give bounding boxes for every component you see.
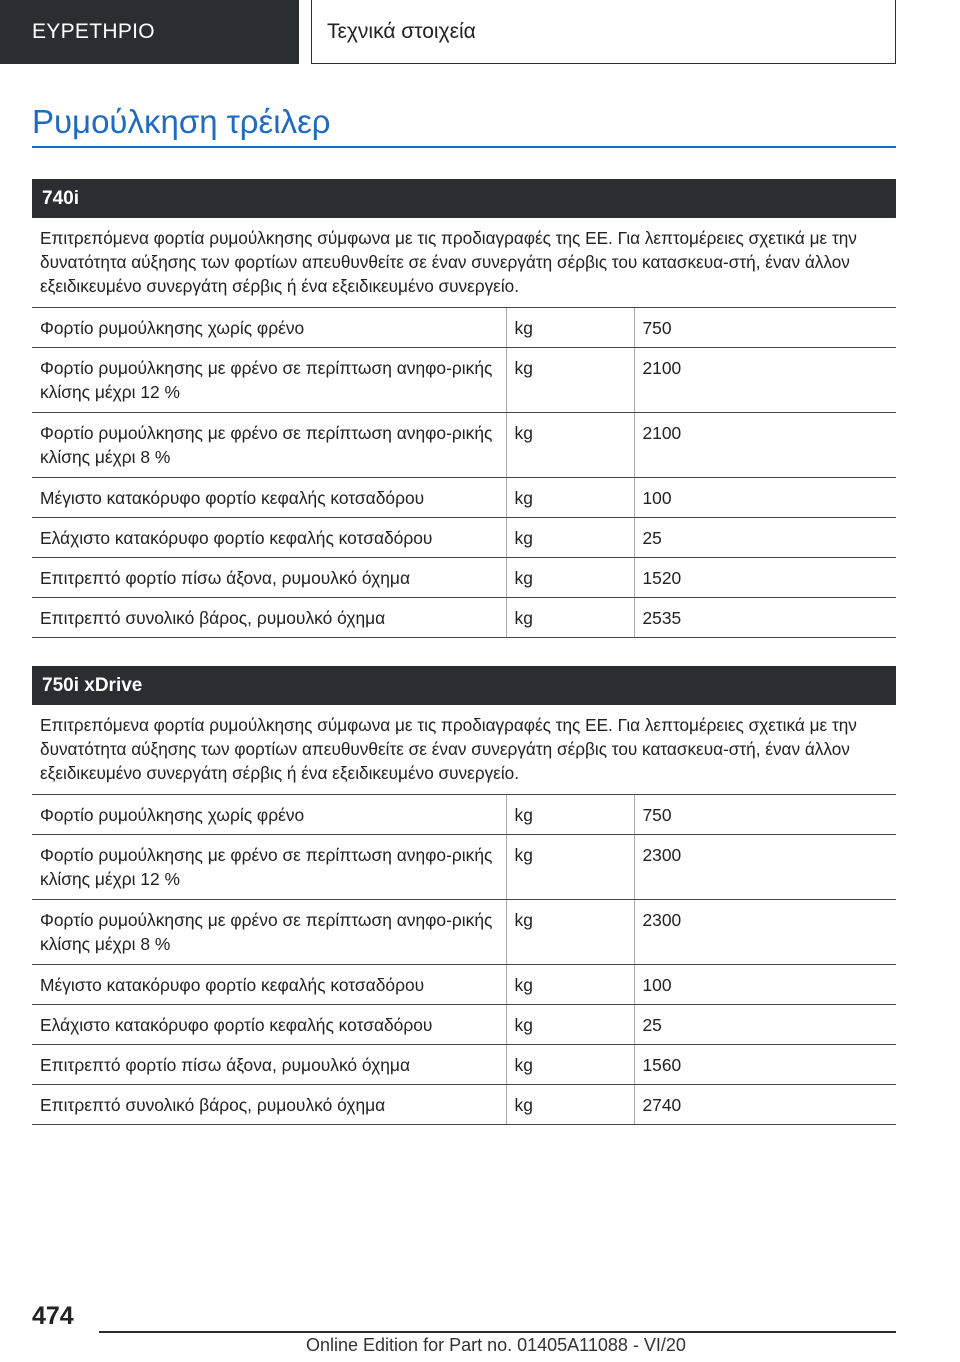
row-unit: kg: [506, 1045, 634, 1085]
table-row: [32, 413, 896, 478]
row-label: Μέγιστο κατακόρυφο φορτίο κεφαλής κοτσαδόρου: [32, 478, 506, 518]
table-row: [32, 1045, 896, 1085]
row-value: 2740: [634, 1085, 896, 1125]
row-value: 750: [634, 308, 896, 348]
table-row: [32, 795, 896, 835]
spec-table: [32, 308, 896, 638]
table-row: [32, 478, 896, 518]
row-label: Μέγιστο κατακόρυφο φορτίο κεφαλής κοτσαδόρου: [32, 965, 506, 1005]
row-unit: kg: [506, 413, 634, 478]
table-row: [32, 1085, 896, 1125]
row-value: 1560: [634, 1045, 896, 1085]
row-unit: kg: [506, 518, 634, 558]
row-value: 100: [634, 478, 896, 518]
row-label: Επιτρεπτό φορτίο πίσω άξονα, ρυμουλκό όχημα: [32, 1045, 506, 1085]
row-unit: kg: [506, 1085, 634, 1125]
index-tab[interactable]: ΕΥΡΕΤΗΡΙΟ: [0, 0, 299, 64]
row-label: Επιτρεπτό συνολικό βάρος, ρυμουλκό όχημα: [32, 1085, 506, 1125]
table-row: [32, 558, 896, 598]
table-row: [32, 348, 896, 413]
row-value: 25: [634, 1005, 896, 1045]
page-number: 474: [32, 1302, 74, 1330]
row-unit: kg: [506, 308, 634, 348]
table-row: [32, 598, 896, 638]
section-header: 740i: [32, 179, 896, 218]
title-divider: [32, 146, 896, 148]
section-intro: Επιτρεπόμενα φορτία ρυμούλκησης σύμφωνα με τις προδιαγραφές της ΕΕ. Για λεπτομέρειες σχετικά με την δυνατότητα αύξησης των φορτίων απευθυνθείτε σε έναν συνεργάτη σέρβις του κατασκευα-στή, έναν άλλον εξειδικευμένο συνεργάτη σέρβις ή ένα εξειδικευμένο συνεργείο.: [32, 218, 896, 308]
row-label: Επιτρεπτό φορτίο πίσω άξονα, ρυμουλκό όχημα: [32, 558, 506, 598]
section-tab[interactable]: Τεχνικά στοιχεία: [311, 0, 896, 64]
section-intro: Επιτρεπόμενα φορτία ρυμούλκησης σύμφωνα με τις προδιαγραφές της ΕΕ. Για λεπτομέρειες σχετικά με την δυνατότητα αύξησης των φορτίων απευθυνθείτε σε έναν συνεργάτη σέρβις του κατασκευα-στή, έναν άλλον εξειδικευμένο συνεργάτη σέρβις ή ένα εξειδικευμένο συνεργείο.: [32, 705, 896, 795]
row-value: 2300: [634, 900, 896, 965]
spec-section-740i: [32, 179, 896, 638]
page-title: Ρυμούλκηση τρέιλερ: [32, 103, 331, 140]
table-row: [32, 308, 896, 348]
row-unit: kg: [506, 965, 634, 1005]
row-value: 2100: [634, 413, 896, 478]
row-label: Φορτίο ρυμούλκησης με φρένο σε περίπτωση ανηφο-ρικής κλίσης μέχρι 8 %: [32, 900, 506, 965]
row-label: Φορτίο ρυμούλκησης με φρένο σε περίπτωση ανηφο-ρικής κλίσης μέχρι 8 %: [32, 413, 506, 478]
spec-section-750i-xdrive: [32, 666, 896, 1125]
row-value: 1520: [634, 558, 896, 598]
top-navigation: [0, 0, 960, 66]
table-row: [32, 835, 896, 900]
row-value: 100: [634, 965, 896, 1005]
table-row: [32, 518, 896, 558]
row-label: Ελάχιστο κατακόρυφο φορτίο κεφαλής κοτσαδόρου: [32, 1005, 506, 1045]
row-unit: kg: [506, 835, 634, 900]
edition-note: Online Edition for Part no. 01405A11088 - VI/20: [306, 1335, 686, 1355]
table-row: [32, 965, 896, 1005]
table-row: [32, 1005, 896, 1045]
row-value: 2100: [634, 348, 896, 413]
row-unit: kg: [506, 478, 634, 518]
row-label: Φορτίο ρυμούλκησης με φρένο σε περίπτωση ανηφο-ρικής κλίσης μέχρι 12 %: [32, 348, 506, 413]
section-header: 750i xDrive: [32, 666, 896, 705]
row-label: Φορτίο ρυμούλκησης χωρίς φρένο: [32, 795, 506, 835]
row-unit: kg: [506, 1005, 634, 1045]
row-unit: kg: [506, 348, 634, 413]
row-value: 25: [634, 518, 896, 558]
row-label: Φορτίο ρυμούλκησης με φρένο σε περίπτωση ανηφο-ρικής κλίσης μέχρι 12 %: [32, 835, 506, 900]
row-unit: kg: [506, 900, 634, 965]
row-unit: kg: [506, 558, 634, 598]
row-value: 2300: [634, 835, 896, 900]
table-row: [32, 900, 896, 965]
spec-table: [32, 795, 896, 1125]
footer-divider: [99, 1331, 896, 1333]
row-label: Φορτίο ρυμούλκησης χωρίς φρένο: [32, 308, 506, 348]
row-unit: kg: [506, 598, 634, 638]
row-label: Ελάχιστο κατακόρυφο φορτίο κεφαλής κοτσαδόρου: [32, 518, 506, 558]
row-unit: kg: [506, 795, 634, 835]
row-value: 750: [634, 795, 896, 835]
row-value: 2535: [634, 598, 896, 638]
row-label: Επιτρεπτό συνολικό βάρος, ρυμουλκό όχημα: [32, 598, 506, 638]
